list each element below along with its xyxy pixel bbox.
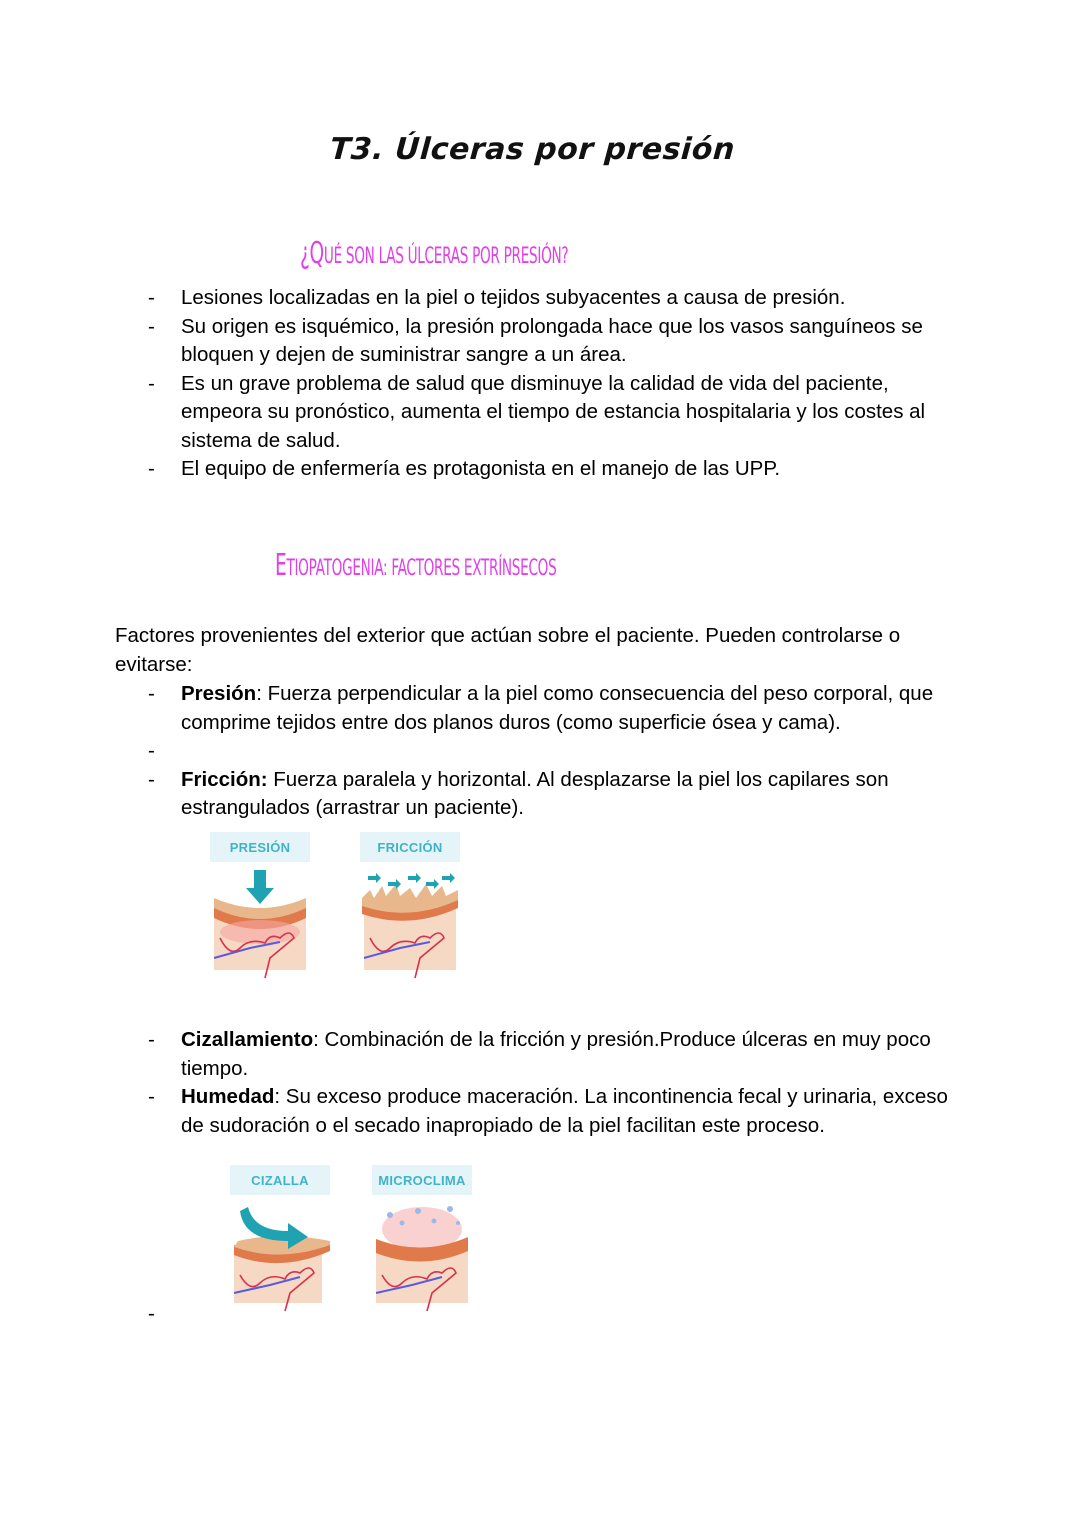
skin-friction-icon xyxy=(360,868,460,980)
figure-label: CIZALLA xyxy=(230,1165,330,1195)
figure-label: MICROCLIMA xyxy=(372,1165,472,1195)
factor-text: Su exceso produce maceración. La incontinencia fecal y urinaria, exceso de sudoración o el secado inapropiado de la piel facilitan este proceso. xyxy=(181,1085,948,1137)
factor-list-1 xyxy=(148,680,948,823)
factor-item-pressure xyxy=(148,680,948,737)
definition-list xyxy=(148,284,948,484)
heading-initial: E xyxy=(275,548,287,583)
skin-pressure-icon xyxy=(210,868,310,980)
section-heading-what-are xyxy=(300,236,568,271)
factor-sep: : xyxy=(274,1085,281,1108)
page-title: T3. Úlceras por presión xyxy=(328,132,737,167)
factor-text: Fuerza perpendicular a la piel como consecuencia del peso corporal, que comprime tejidos entre dos planos duros (como superficie ósea y cama). xyxy=(181,682,934,734)
figure-label: FRICCIÓN xyxy=(360,832,460,862)
factor-item-friction xyxy=(148,766,948,823)
factor-item-empty xyxy=(148,737,948,766)
factor-term: Fricción: xyxy=(181,767,268,791)
trailing-dash: - xyxy=(148,1302,155,1325)
figure-shear xyxy=(230,1165,330,1313)
section-heading-etiopathogenesis xyxy=(275,548,556,583)
intro-paragraph: Factores provenientes del exterior que actúan sobre el paciente. Pueden controlarse o evitarse: xyxy=(115,624,901,676)
figure-friction xyxy=(360,832,460,980)
list-item: - El equipo de enfermería es protagonista en el manejo de las UPP. xyxy=(148,455,948,484)
skin-shear-icon xyxy=(230,1201,330,1313)
factor-text: Combinación de la fricción y presión.Produce úlceras en muy poco tiempo. xyxy=(181,1028,931,1080)
heading-rest: UÉ SON LAS ÚLCERAS POR PRESIÓN? xyxy=(323,244,569,269)
figure-microclimate xyxy=(372,1165,472,1313)
factor-sep: : xyxy=(313,1028,319,1051)
factor-item-shear xyxy=(148,1026,948,1083)
factor-item-humidity xyxy=(148,1083,948,1140)
factor-term: Cizallamiento xyxy=(181,1028,314,1051)
factor-text: Fuerza paralela y horizontal. Al desplazarse la piel los capilares son estrangulados (arrastrar un paciente). xyxy=(181,767,889,819)
heading-rest: TIOPATOGENIA: FACTORES EXTRÍNSECOS xyxy=(286,556,557,581)
factor-term: Presión xyxy=(181,682,257,705)
list-item: - Es un grave problema de salud que disminuye la calidad de vida del paciente, empeora su pronóstico, aumenta el tiempo de estancia hospitalaria y los costes al sistema de salud. xyxy=(148,370,948,456)
factor-sep: : xyxy=(256,682,262,705)
figure-pressure xyxy=(210,832,310,980)
list-item: - Su origen es isquémico, la presión prolongada hace que los vasos sanguíneos se bloquen y dejen de suministrar sangre a un área. xyxy=(148,313,948,370)
factor-list-2 xyxy=(148,1026,948,1140)
figure-label: PRESIÓN xyxy=(210,832,310,862)
list-item: - Lesiones localizadas en la piel o tejidos subyacentes a causa de presión. xyxy=(148,284,948,313)
skin-microclimate-icon xyxy=(372,1201,472,1313)
factor-term: Humedad xyxy=(181,1085,275,1108)
heading-initial: ¿Q xyxy=(300,236,324,271)
